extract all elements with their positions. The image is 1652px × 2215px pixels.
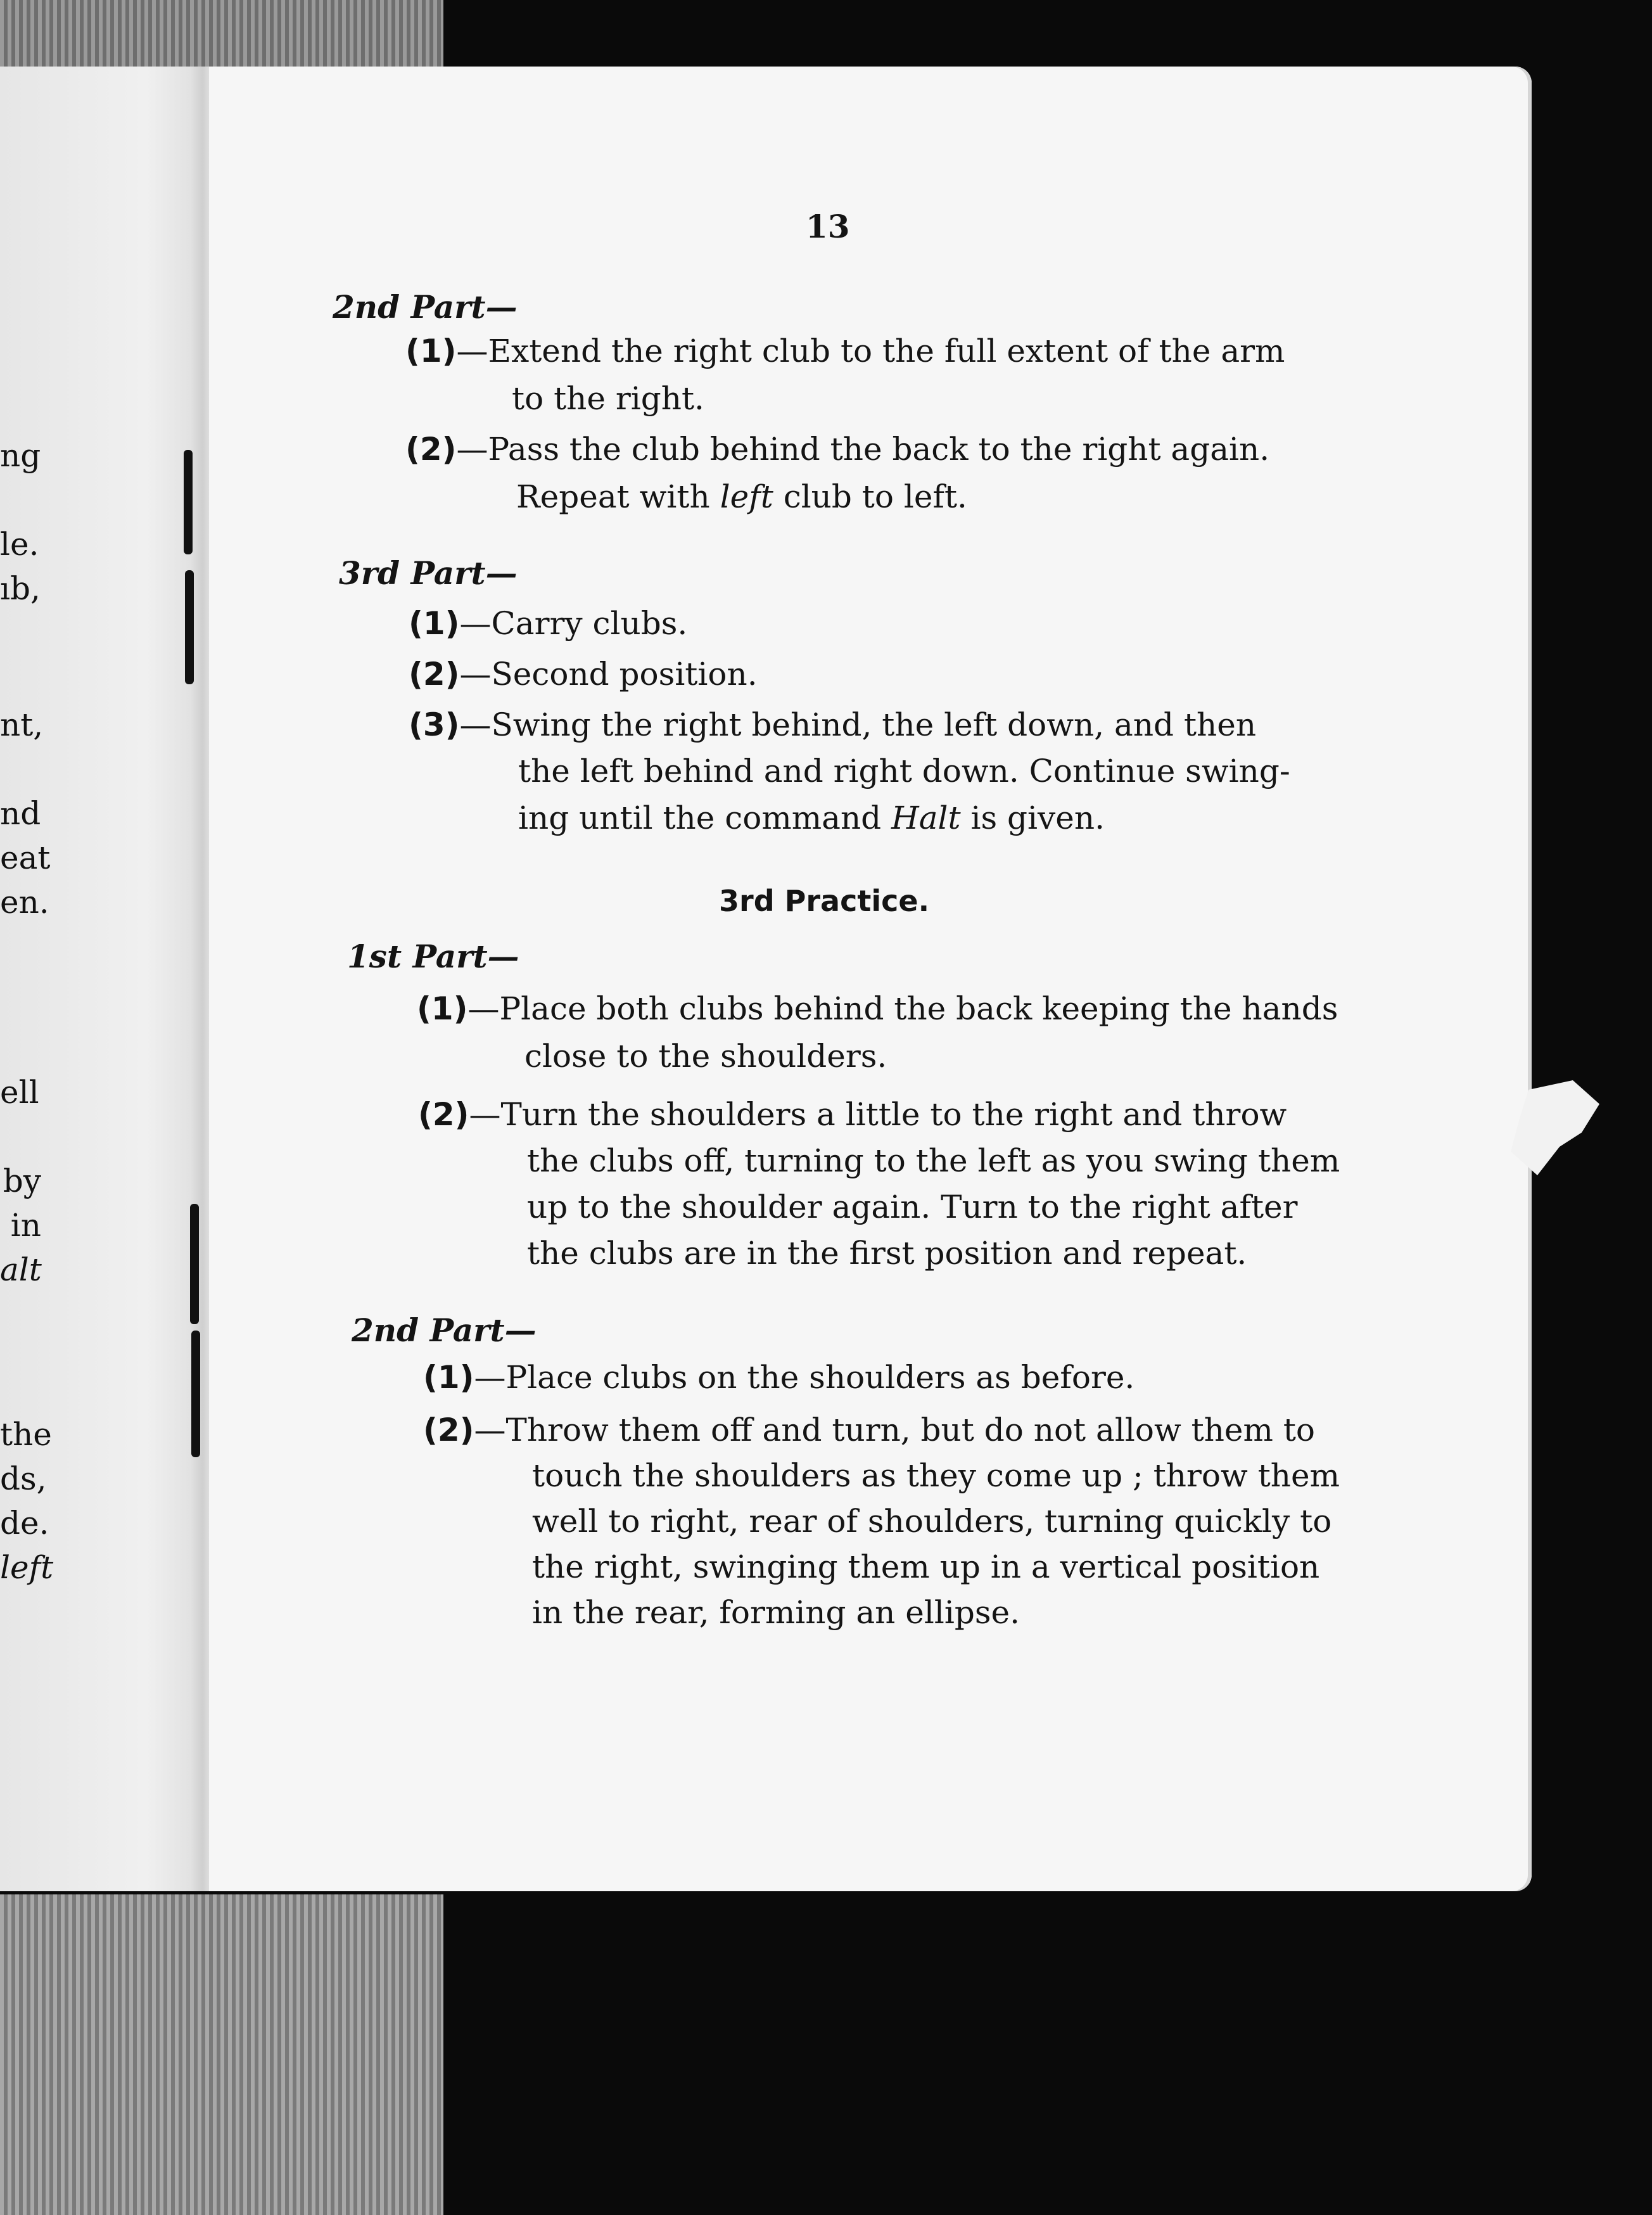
item-number: (2) — [418, 1096, 469, 1133]
staple-bottom-1 — [190, 1204, 199, 1324]
part-heading: 3rd Part— — [339, 554, 518, 592]
item-number: (1) — [417, 990, 468, 1027]
part-heading: 2nd Part— — [333, 288, 518, 326]
item-text: —Extend the right club to the full extent of the arm — [456, 333, 1285, 369]
left-fragment: ds, — [0, 1460, 47, 1497]
list-item — [405, 333, 1285, 369]
text-run-italic: left — [720, 478, 773, 515]
list-item-continuation: in the rear, forming an ellipse. — [532, 1594, 1020, 1631]
list-item — [409, 605, 687, 642]
binding-cloth-top — [0, 0, 443, 70]
left-fragment: de. — [0, 1505, 49, 1542]
item-number: (2) — [423, 1412, 474, 1448]
list-item-continuation: the right, swinging them up in a vertical position — [532, 1548, 1320, 1585]
left-fragment: le. — [0, 526, 39, 563]
left-fragment: in — [10, 1207, 41, 1244]
item-text: —Swing the right behind, the left down, and then — [459, 706, 1257, 743]
left-fragment: eat — [0, 839, 51, 876]
list-item-continuation: the clubs are in the first position and repeat. — [527, 1235, 1247, 1272]
list-item-continuation: to the right. — [512, 380, 704, 417]
left-fragment: left — [0, 1549, 54, 1586]
left-fragment: ng — [0, 437, 41, 474]
left-fragment: nt, — [0, 706, 44, 743]
list-item — [423, 1412, 1315, 1448]
left-fragment: en. — [0, 884, 49, 921]
item-number: (2) — [405, 431, 457, 468]
list-item-continuation: well to right, rear of shoulders, turning quickly to — [532, 1503, 1332, 1540]
list-item — [417, 990, 1338, 1027]
list-item-continuation: up to the shoulder again. Turn to the right after — [527, 1189, 1298, 1225]
left-fragment: by — [3, 1163, 41, 1199]
item-number: (1) — [405, 333, 457, 369]
item-text: —Place clubs on the shoulders as before. — [474, 1359, 1135, 1396]
text-run: club to left. — [773, 478, 967, 515]
text-run-italic: Halt — [891, 800, 961, 836]
item-number: (2) — [409, 656, 460, 693]
practice-heading: 3rd Practice. — [719, 884, 930, 918]
item-text: —Throw them off and turn, but do not allow them to — [474, 1412, 1316, 1448]
item-text: —Place both clubs behind the back keeping the hands — [467, 990, 1338, 1027]
item-number: (1) — [409, 605, 460, 642]
left-fragment: nd — [0, 795, 41, 832]
left-page — [0, 67, 209, 1891]
text-run: is given. — [960, 800, 1105, 836]
text-run: Repeat with — [516, 478, 720, 515]
binding-cloth-bottom — [0, 1894, 443, 2215]
list-item-continuation — [518, 800, 1105, 836]
left-fragment: ıb, — [0, 570, 41, 607]
staple-top-2 — [185, 570, 194, 684]
part-heading: 2nd Part— — [352, 1312, 537, 1349]
item-text: —Pass the club behind the back to the right again. — [456, 431, 1270, 468]
text-run: ing until the command — [518, 800, 892, 836]
left-fragment: ell — [0, 1074, 39, 1111]
list-item — [418, 1096, 1287, 1133]
item-number: (1) — [423, 1359, 474, 1396]
list-item — [409, 656, 758, 693]
item-text: —Turn the shoulders a little to the right and throw — [469, 1096, 1287, 1133]
list-item-continuation: the clubs off, turning to the left as you swing them — [527, 1142, 1340, 1179]
item-number: (3) — [409, 706, 460, 743]
item-text: —Carry clubs. — [459, 605, 688, 642]
left-fragment: the — [0, 1416, 52, 1453]
list-item — [405, 431, 1269, 468]
staple-top-1 — [184, 450, 193, 554]
list-item-continuation: close to the shoulders. — [524, 1038, 887, 1075]
list-item — [409, 706, 1256, 743]
staple-bottom-2 — [191, 1331, 200, 1457]
page-number: 13 — [806, 208, 850, 245]
list-item-continuation: the left behind and right down. Continue swing- — [518, 753, 1290, 789]
list-item-continuation: touch the shoulders as they come up ; throw them — [532, 1457, 1340, 1494]
left-fragment: alt — [0, 1251, 42, 1288]
item-text: —Second position. — [459, 656, 758, 693]
part-heading: 1st Part— — [347, 938, 519, 975]
list-item-continuation — [516, 478, 967, 515]
list-item — [423, 1359, 1134, 1396]
